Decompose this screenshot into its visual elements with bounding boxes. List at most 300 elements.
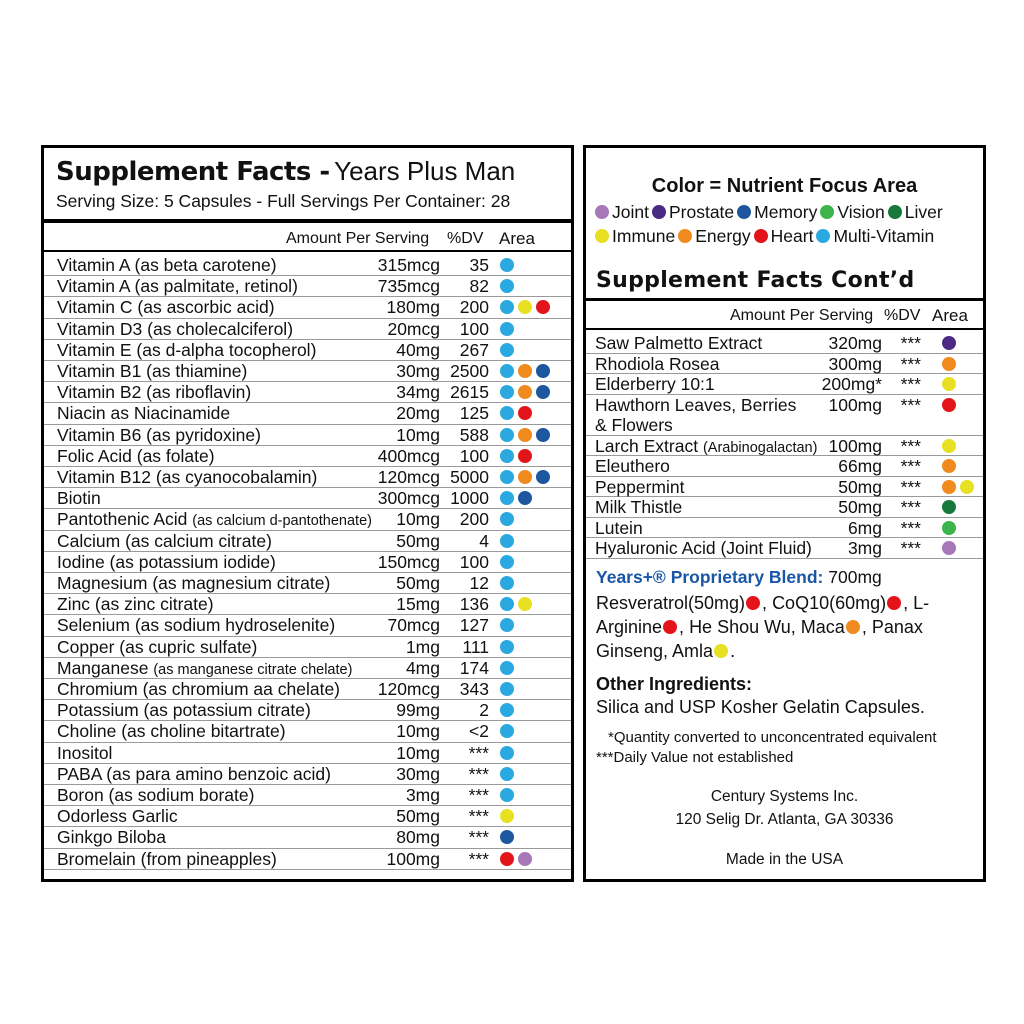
focus-area-dots [500,555,518,570]
blend-ingredient: CoQ10(60mg) [772,593,887,613]
daily-value: 4 [479,530,489,551]
daily-value: *** [900,517,921,538]
table-row [44,319,571,340]
separator: , [903,593,914,613]
focus-area-dots [500,703,518,718]
vision-area-dot [942,521,956,535]
table-row [586,354,983,375]
legend-item-liver [888,202,943,223]
nutrient-name-text: Bromelain (from pineapples) [57,848,277,869]
focus-area-dots [500,852,536,867]
energy-area-dot [518,364,532,378]
table-row [586,374,983,395]
nutrient-name [57,573,330,593]
legend-item-energy [678,226,750,247]
nutrient-name-text: Vitamin A (as palmitate, retinol) [57,276,298,297]
focus-area-dots [500,724,518,739]
nutrient-name [57,721,286,741]
focus-area-dots [500,343,518,358]
table-row [586,538,983,559]
joint-area-dot [595,205,609,219]
amount-per-serving: 15mg [396,594,440,615]
nutrient-name-text: Vitamin B6 (as pyridoxine) [57,424,261,445]
continued-title: Supplement Facts Cont’d [596,268,915,293]
nutrient-name-text: Odorless Garlic [57,806,178,827]
nutrient-name [57,319,293,339]
nutrient-source-note: (as manganese citrate chelate) [153,661,353,678]
focus-area-dots [500,682,518,697]
daily-value: 2 [479,700,489,721]
nutrient-name-text: Copper (as cupric sulfate) [57,636,258,657]
daily-value: 136 [459,594,489,615]
daily-value: 100 [459,445,489,466]
nutrient-name [595,436,817,458]
focus-area-dots [500,300,554,315]
nutrient-name [57,785,254,805]
daily-value: 82 [469,276,489,297]
daily-value: <2 [469,721,489,742]
multi-area-dot [500,300,514,314]
table-row [586,518,983,539]
blend-name: Years+® Proprietary Blend: [596,567,824,587]
table-row [44,764,571,785]
daily-value: *** [900,476,921,497]
amount-per-serving: 66mg [838,456,882,476]
focus-area-dots [942,541,960,556]
table-row [44,700,571,721]
nutrient-name [57,531,272,551]
focus-area-dots [500,364,554,379]
amount-per-serving: 10mg [396,721,440,742]
amount-per-serving: 50mg [396,806,440,827]
memory-area-dot [536,428,550,442]
immune-area-dot [942,439,956,453]
legend-label: Liver [904,202,943,222]
other-ingredients-heading: Other Ingredients: [596,674,753,694]
table-row [44,446,571,467]
multi-area-dot [500,724,514,738]
legend-label: Prostate [668,202,735,222]
daily-value: *** [468,806,489,827]
heart-area-dot [518,406,532,420]
amount-per-serving: 120mcg [377,679,440,699]
amount-per-serving: 100mg [828,435,882,456]
amount-per-serving: 3mg [405,785,440,805]
amount-per-serving: 99mg [396,700,440,721]
nutrient-name [57,743,112,763]
amount-per-serving: 50mg [396,530,440,551]
joint-area-dot [942,541,956,555]
nutrient-name-text: Vitamin E (as d-alpha tocopherol) [57,339,317,360]
liver-area-dot [888,205,902,219]
multi-area-dot [500,406,514,420]
focus-area-dots [942,398,960,413]
focus-area-dots [500,809,518,824]
focus-area-dots [500,428,554,443]
immune-area-dot [942,377,956,391]
energy-area-dot [942,357,956,371]
immune-area-dot [714,644,728,658]
focus-area-dots [500,322,518,337]
heart-area-dot [887,596,901,610]
legend-item-heart [754,226,814,247]
nutrient-name-text: Manganese [57,657,154,678]
vision-area-dot [820,205,834,219]
amount-per-serving: 70mcg [387,615,440,636]
daily-value: 100 [459,551,489,572]
memory-area-dot [737,205,751,219]
table-row [586,395,983,436]
table-row [44,721,571,742]
daily-value: 111 [462,636,489,657]
focus-area-dots [500,640,518,655]
amount-per-serving: 315mcg [377,255,440,275]
amount-per-serving: 50mg [396,573,440,593]
multi-area-dot [500,428,514,442]
memory-area-dot [500,830,514,844]
multi-area-dot [500,322,514,336]
immune-area-dot [595,229,609,243]
nutrient-name [57,403,230,423]
footnote-daily-value: ***Daily Value not established [596,749,794,766]
amount-per-serving: 10mg [396,742,440,763]
separator: , [679,617,690,637]
joint-area-dot [518,852,532,866]
table-row [44,255,571,276]
focus-area-dots [500,406,536,421]
daily-value: *** [900,353,921,374]
table-row [44,382,571,403]
blend-ingredient: L-Arginine [596,593,930,637]
divider [586,298,983,301]
focus-area-dots [500,534,518,549]
multi-area-dot [500,746,514,760]
nutrient-name-text: Vitamin B1 (as thiamine) [57,361,248,381]
amount-per-serving: 400mcg [377,445,440,466]
prostate-area-dot [652,205,666,219]
nutrient-name [57,382,251,402]
daily-value: 200 [459,509,489,530]
multi-area-dot [500,576,514,590]
multi-area-dot [500,470,514,484]
legend-and-continued-panel [583,145,986,882]
multi-area-dot [500,491,514,505]
multi-area-dot [500,682,514,696]
nutrient-name-text: Pantothenic Acid [57,509,193,530]
nutrient-name-text: Eleuthero [595,456,670,476]
nutrient-name-text: Vitamin B2 (as riboflavin) [57,382,252,403]
amount-per-serving: 10mg [396,509,440,530]
heart-area-dot [746,596,760,610]
multi-area-dot [500,597,514,611]
nutrient-name [57,297,275,317]
focus-area-dots [942,521,960,536]
table-row [44,340,571,361]
multi-area-dot [500,385,514,399]
table-row [44,425,571,446]
table-row [44,403,571,424]
immune-area-dot [500,809,514,823]
table-row [44,849,571,870]
energy-area-dot [518,470,532,484]
amount-per-serving: 3mg [847,538,882,558]
blend-ingredient: Panax Ginseng, Amla [596,617,923,661]
focus-area-dots [500,576,518,591]
daily-value: 343 [459,679,489,699]
area-header: Area [499,229,535,248]
table-row [44,467,571,488]
divider [44,219,571,223]
amount-per-serving: 20mg [396,403,440,424]
energy-area-dot [846,620,860,634]
serving-info: Serving Size: 5 Capsules - Full Servings Per Container: 28 [56,191,511,211]
nutrient-name-text: Vitamin B12 (as cyanocobalamin) [57,467,318,487]
nutrient-source-note: (as calcium d-pantothenate) [192,513,372,530]
daily-value: 174 [459,657,489,678]
table-row [44,658,571,679]
daily-value: *** [468,827,489,848]
focus-area-dots [942,480,978,495]
daily-value: 100 [459,318,489,339]
focus-area-dots [500,449,536,464]
focus-area-dots [500,512,518,527]
energy-area-dot [678,229,692,243]
nutrient-name [57,764,331,784]
table-row [586,333,983,354]
focus-area-dots [942,439,960,454]
title-bold: Supplement Facts - [56,157,330,187]
focus-area-dots [500,491,536,506]
amount-per-serving: 4mg [405,657,440,678]
nutrient-name [57,425,261,445]
nutrient-name-text: PABA (as para amino benzoic acid) [57,763,331,784]
area-header: Area [932,306,968,325]
focus-area-dots [942,500,960,515]
daily-value: *** [900,394,921,415]
focus-area-dots [942,459,960,474]
nutrient-name [57,276,298,296]
nutrient-name-text: Chromium (as chromium aa chelate) [57,679,341,699]
nutrient-name [57,700,311,720]
daily-value: *** [468,848,489,869]
daily-value: *** [900,538,921,558]
nutrient-name-text: Magnesium (as magnesium citrate) [57,573,331,593]
nutrient-name [57,488,101,508]
nutrient-name-text: Zinc (as zinc citrate) [57,594,214,615]
legend-row [595,226,937,247]
table-row [586,497,983,518]
nutrient-source-note: (Arabinogalactan) [702,439,818,456]
nutrient-name [57,361,247,381]
nutrient-name-text: Folic Acid (as folate) [57,445,215,466]
separator: , [861,617,872,637]
amount-per-serving: 320mg [828,333,882,353]
made-in: Made in the USA [725,851,844,868]
multi-area-dot [500,343,514,357]
amount-per-serving: 100mg [386,848,440,869]
divider [44,250,571,252]
amount-header: Amount Per Serving [286,230,430,247]
nutrient-name-text: Inositol [57,742,113,763]
amount-per-serving: 6mg [847,517,882,538]
separator: , [762,593,773,613]
daily-value: 125 [459,403,489,424]
nutrient-name-text: Niacin as Niacinamide [57,403,231,424]
nutrient-name-text: Lutein [595,517,643,538]
daily-value: *** [468,785,489,805]
nutrient-name [595,497,682,517]
amount-per-serving: 300mcg [377,488,440,509]
legend-item-prostate [652,202,734,223]
focus-area-dots [500,661,518,676]
amount-per-serving: 180mg [386,297,440,318]
nutrient-name [57,849,277,869]
focus-area-dots [942,336,960,351]
nutrient-name-text: Milk Thistle [595,497,683,517]
multi-area-dot [816,229,830,243]
focus-area-dots [500,618,518,633]
nutrient-name-text: Hyaluronic Acid (Joint Fluid) [595,538,812,558]
amount-per-serving: 20mcg [387,318,440,339]
legend-label: Heart [770,226,814,246]
memory-area-dot [536,364,550,378]
multi-area-dot [500,661,514,675]
legend-label: Multi-Vitamin [833,226,935,246]
legend-row [595,202,946,223]
multi-area-dot [500,640,514,654]
legend-item-multi [816,226,934,247]
legend-label: Energy [695,226,751,246]
energy-area-dot [942,480,956,494]
table-row [44,615,571,636]
table-row [44,827,571,848]
memory-area-dot [536,385,550,399]
daily-value: 12 [469,573,489,593]
nutrient-name [595,538,812,558]
legend-item-joint [595,202,649,223]
nutrient-name-text: Potassium (as potassium citrate) [57,700,311,721]
focus-area-dots [500,788,518,803]
energy-area-dot [518,385,532,399]
focus-area-dots [500,279,518,294]
nutrient-name [57,552,276,572]
amount-per-serving: 120mcg [377,467,440,487]
amount-per-serving: 10mg [396,424,440,445]
prostate-area-dot [942,336,956,350]
legend-label: Vision [837,202,885,222]
table-row [44,552,571,573]
daily-value: *** [900,435,921,456]
heart-area-dot [942,398,956,412]
table-row [44,806,571,827]
heart-area-dot [518,449,532,463]
focus-area-dots [500,767,518,782]
dv-header: %DV [447,230,484,247]
table-row [44,637,571,658]
supplement-facts-panel [41,145,574,882]
legend-item-vision [820,202,884,223]
amount-header: Amount Per Serving [730,307,874,324]
table-row [586,456,983,477]
heart-area-dot [500,852,514,866]
nutrient-name [595,333,762,353]
nutrient-name-text: Vitamin C (as ascorbic acid) [57,297,275,318]
heart-area-dot [754,229,768,243]
focus-area-dots [500,830,518,845]
immune-area-dot [518,300,532,314]
table-row [44,785,571,806]
nutrient-name [57,637,257,657]
blend-ingredients [596,591,976,663]
amount-per-serving: 200mg* [821,374,882,394]
focus-area-dots [942,357,960,372]
daily-value: *** [468,763,489,784]
amount-per-serving: 30mg [396,361,440,381]
other-ingredients-text: Silica and USP Kosher Gelatin Capsules. [596,697,925,717]
nutrient-name [595,395,796,435]
multi-area-dot [500,449,514,463]
legend-item-immune [595,226,675,247]
multi-area-dot [500,767,514,781]
nutrient-name [595,374,715,394]
nutrient-name-text: Hawthorn Leaves, Berries [595,394,797,415]
table-row [44,531,571,552]
daily-value: 588 [459,424,489,445]
dv-header: %DV [884,307,921,324]
nutrient-name [595,456,670,476]
nutrient-name-text: Calcium (as calcium citrate) [57,530,272,551]
table-row [44,573,571,594]
immune-area-dot [518,597,532,611]
daily-value: *** [900,456,921,476]
legend-label: Memory [754,202,818,222]
daily-value: 2500 [450,361,489,381]
amount-per-serving: 150mcg [377,551,440,572]
proprietary-blend-label [596,567,882,588]
nutrient-name-text: Selenium (as sodium hydroselenite) [57,615,336,636]
nutrient-name [57,446,215,466]
heart-area-dot [663,620,677,634]
company-address: 120 Selig Dr. Atlanta, GA 30336 [675,811,894,828]
nutrient-name [57,340,316,360]
amount-per-serving: 50mg [838,497,882,517]
blend-ingredient: Resveratrol(50mg) [596,593,746,613]
table-row [44,594,571,615]
daily-value: *** [900,374,921,394]
nutrient-name-text: Larch Extract [595,435,703,456]
amount-per-serving: 30mg [396,763,440,784]
multi-area-dot [500,788,514,802]
amount-per-serving: 34mg [396,382,440,403]
nutrient-name [595,518,643,538]
nutrient-name-text: Biotin [57,488,101,509]
multi-area-dot [500,512,514,526]
multi-area-dot [500,279,514,293]
focus-area-dots [500,597,536,612]
nutrient-name [57,255,277,275]
nutrient-name [57,806,178,826]
multi-area-dot [500,534,514,548]
amount-per-serving: 300mg [828,353,882,374]
nutrient-name [57,827,166,847]
nutrient-name-text: Ginkgo Biloba [57,827,166,848]
nutrient-name [57,509,372,531]
nutrient-name [57,594,214,614]
liver-area-dot [942,500,956,514]
amount-per-serving: 80mg [396,827,440,848]
nutrient-name-text: Boron (as sodium borate) [57,785,255,805]
separator: . [730,641,736,661]
